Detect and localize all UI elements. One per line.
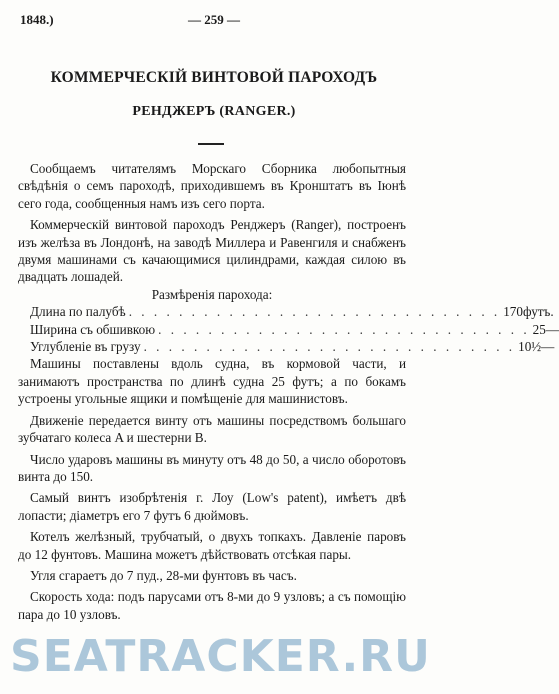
paragraph-construction: Коммерческій винтовой пароходъ Ренджеръ (Ranger), построенъ изъ желѣза въ Лондонѣ, на заводѣ Миллера и Равенгиля и снабженъ двумя машинами съ качающимися цилиндрами, каждая силою въ двадцать лошадей. xyxy=(18,217,406,285)
dimension-row-length xyxy=(18,303,554,320)
dot-leader: . . . . . . . . . . . . . . . . . . . . . . . . . . . . . . xyxy=(143,339,516,355)
paragraph-boiler: Котелъ желѣзный, трубчатый, о двухъ топкахъ. Давленіе паровъ до 12 фунтовъ. Машина можетъ дѣйствовать отсѣкая пары. xyxy=(18,529,406,562)
dimension-value: 10½ xyxy=(518,339,542,355)
dimension-label: Углубленіе въ грузу xyxy=(30,339,141,355)
dimension-value: 25 xyxy=(532,321,546,337)
watermark-logo: SEATRACKER.RU xyxy=(10,631,431,682)
article-subtitle: РЕНДЖЕРЪ (RANGER.) xyxy=(132,104,296,119)
title-rule xyxy=(198,143,224,145)
paragraph-intro: Сообщаемъ читателямъ Морскаго Сборника любопытныя свѣдѣнія о семъ пароходѣ, приходившемъ въ Кронштатъ въ Іюнѣ сего года, сообщенныя намъ изъ сего порта. xyxy=(18,161,406,211)
dimension-unit: — xyxy=(541,339,555,355)
paragraph-machinery: Машины поставлены вдоль судна, въ кормовой части, и занимаютъ пространства по длинѣ судна 25 футъ; а по бокамъ устроены угольные ящики и помѣщеніе для машинистовъ. xyxy=(18,356,406,407)
dimension-label: Ширина съ обшивкою xyxy=(30,321,156,337)
dimension-row-width xyxy=(18,321,559,338)
article-body xyxy=(18,160,559,627)
paragraph-transmission: Движеніе передается винту отъ машины посредствомъ большаго зубчатаго колеса A и шестерни B. xyxy=(18,412,406,446)
dimension-row-draft xyxy=(18,338,555,355)
header-year: 1848.) xyxy=(20,12,54,27)
paragraph-coal: Угля сгараетъ до 7 пуд., 28-ми фунтовъ въ часъ. xyxy=(30,567,297,583)
article-title: КОММЕРЧЕСКІЙ ВИНТОВОЙ ПАРОХОДЪ xyxy=(50,69,378,86)
paragraph-strokes: Число ударовъ машины въ минуту отъ 48 до 50, а число оборотовъ винта до 150. xyxy=(18,451,406,484)
dot-leader: . . . . . . . . . . . . . . . . . . . . . . . . . . . . . . xyxy=(128,304,501,320)
dimension-unit: футъ. xyxy=(522,304,554,320)
dimension-value: 170 xyxy=(503,304,523,320)
dimension-label: Длина по палубѣ xyxy=(30,304,126,320)
dot-leader: . . . . . . . . . . . . . . . . . . . . . . . . . . . . . . xyxy=(158,321,530,337)
page-number: — 259 — xyxy=(188,12,240,27)
dimensions-heading: Размѣренія парохода: xyxy=(151,286,273,302)
paragraph-speed: Скорость хода: подъ парусами отъ 8-ми до 9 узловъ; а съ помощію пара до 10 узловъ. xyxy=(18,589,406,622)
page-header xyxy=(20,12,408,28)
dimension-unit: — xyxy=(545,321,559,337)
paragraph-propeller: Самый винтъ изобрѣтенія г. Лоу (Low's patent), имѣетъ двѣ лопасти; діаметръ его 7 футъ 6 дюймовъ. xyxy=(18,490,406,523)
